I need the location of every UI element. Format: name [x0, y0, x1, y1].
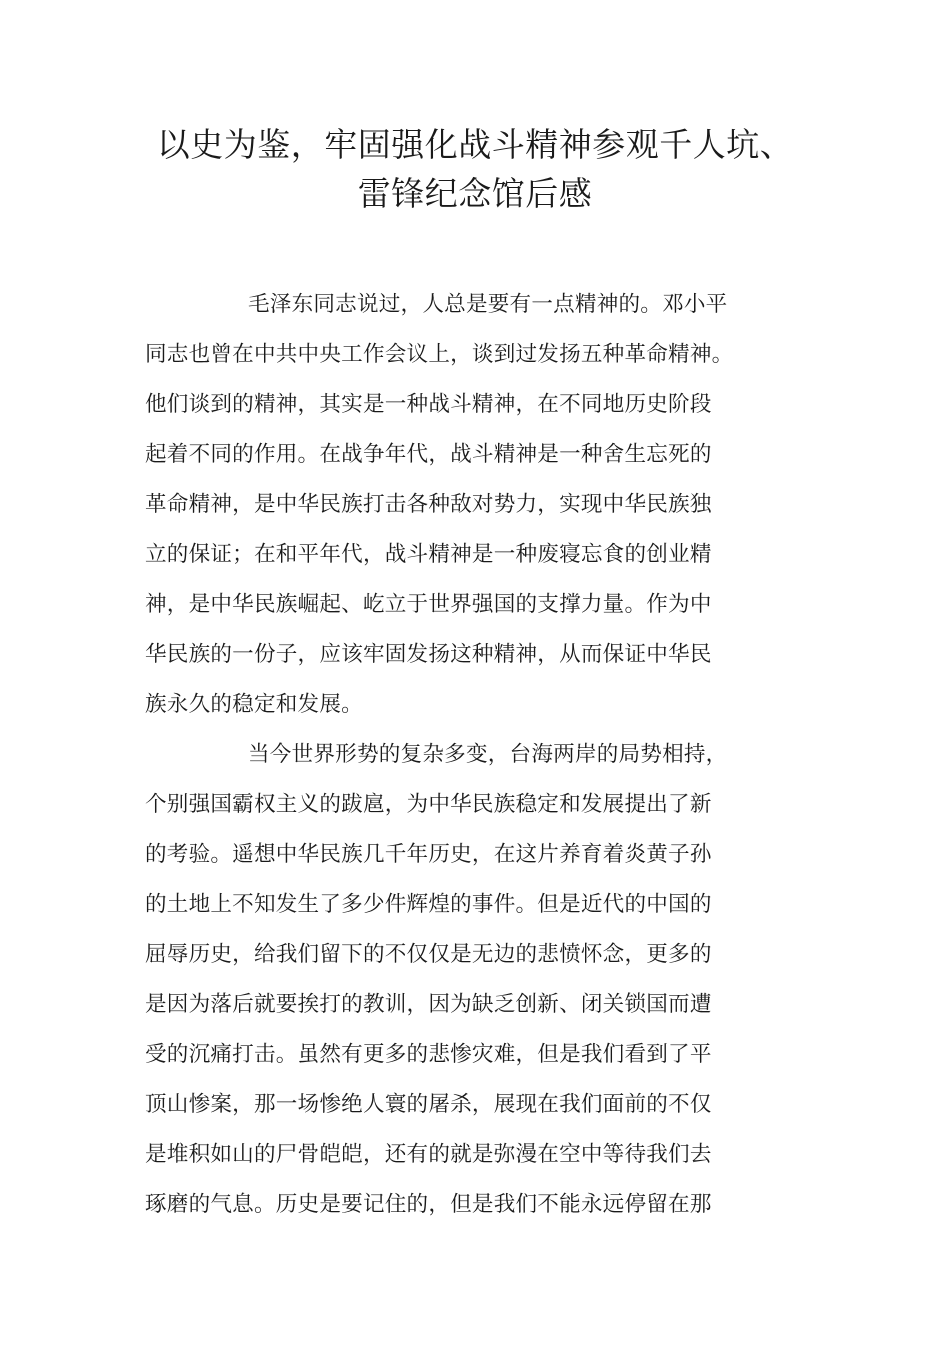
paragraph-2-line-2: 个别强国霸权主义的跋扈，为中华民族稳定和发展提出了新 [145, 792, 712, 817]
paragraph-1-line-3: 他们谈到的精神，其实是一种战斗精神，在不同地历史阶段 [145, 392, 712, 417]
paragraph-1-line-6: 立的保证；在和平年代，战斗精神是一种废寝忘食的创业精 [145, 542, 712, 567]
paragraph-1-line-7: 神，是中华民族崛起、屹立于世界强国的支撑力量。作为中 [145, 592, 712, 617]
paragraph-2-line-7: 受的沉痛打击。虽然有更多的悲惨灾难，但是我们看到了平 [145, 1042, 712, 1067]
paragraph-2-line-10: 琢磨的气息。历史是要记住的，但是我们不能永远停留在那 [145, 1192, 712, 1217]
paragraph-2-line-4: 的土地上不知发生了多少件辉煌的事件。但是近代的中国的 [145, 892, 712, 917]
paragraph-2-line-8: 顶山惨案，那一场惨绝人寰的屠杀，展现在我们面前的不仅 [145, 1092, 712, 1117]
paragraph-1-line-1: 毛泽东同志说过，人总是要有一点精神的。邓小平 [248, 292, 728, 317]
document-title-line-2: 雷锋纪念馆后感 [357, 174, 593, 213]
paragraph-1-line-4: 起着不同的作用。在战争年代，战斗精神是一种舍生忘死的 [145, 442, 712, 467]
paragraph-2-line-5: 屈辱历史，给我们留下的不仅仅是无边的悲愤怀念，更多的 [145, 942, 712, 967]
paragraph-2-line-3: 的考验。遥想中华民族几千年历史，在这片养育着炎黄子孙 [145, 842, 712, 867]
document-title-line-1: 以史为鉴，牢固强化战斗精神参观千人坑、 [156, 125, 794, 164]
paragraph-1-line-8: 华民族的一份子，应该牢固发扬这种精神，从而保证中华民 [145, 642, 712, 667]
paragraph-1-line-9: 族永久的稳定和发展。 [145, 692, 363, 717]
paragraph-2-line-1: 当今世界形势的复杂多变，台海两岸的局势相持， [248, 742, 728, 767]
paragraph-2-line-6: 是因为落后就要挨打的教训，因为缺乏创新、闭关锁国而遭 [145, 992, 712, 1017]
paragraph-1-line-2: 同志也曾在中共中央工作会议上，谈到过发扬五种革命精神。 [145, 342, 734, 367]
paragraph-1-line-5: 革命精神，是中华民族打击各种敌对势力，实现中华民族独 [145, 492, 712, 517]
paragraph-2-line-9: 是堆积如山的尸骨皑皑，还有的就是弥漫在空中等待我们去 [145, 1142, 712, 1167]
